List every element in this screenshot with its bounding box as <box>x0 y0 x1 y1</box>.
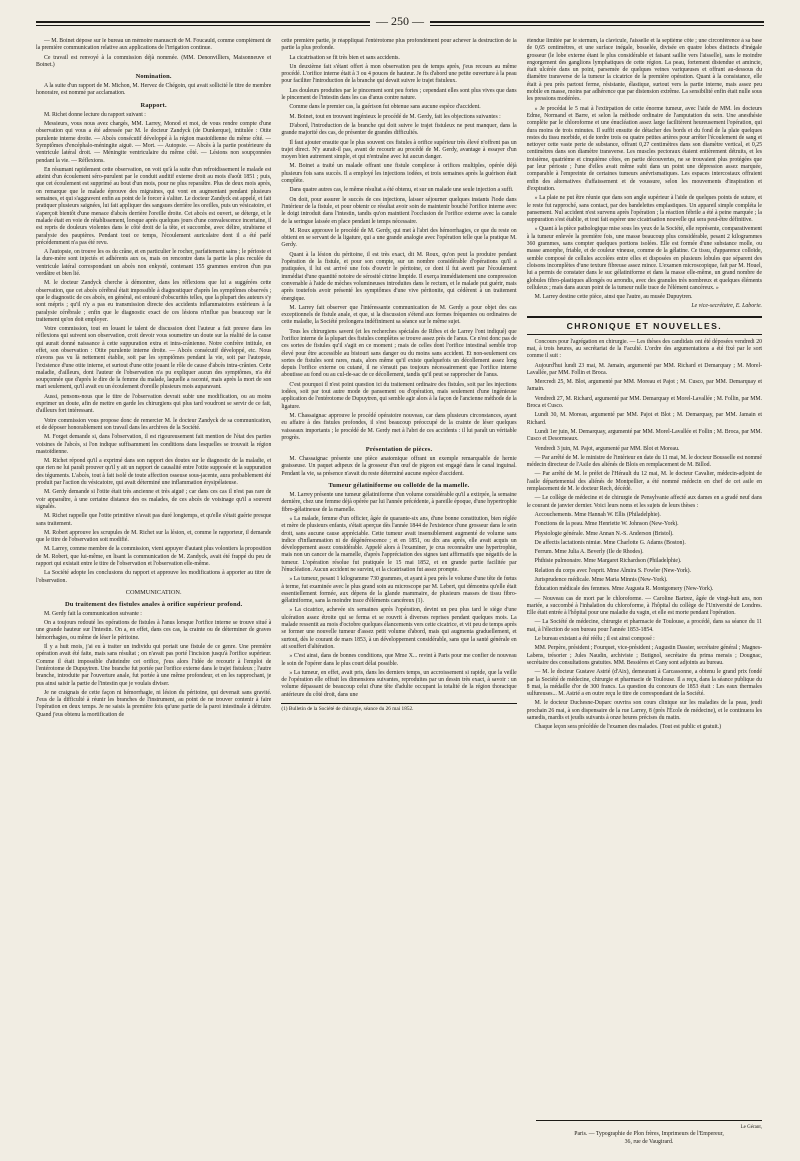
paragraph: Lundi 1er juin, M. Demarquay, argumenté par MM. Morel-Lavallée et Follin ; M. Broca, par MM. Cusco et Desormeaux. <box>526 428 762 443</box>
paragraph: » La plaie ne put être réunie que dans son angle supérieur à l'aide de quelques points de suture, et le reste fut rapproché, sans contact, par des bandelettes emplastiques. Un appareil simple compléta le pansement. Nul accident n'est survenu après l'opération ; la réaction fébrile a été à peine marquée ; la suppuration s'est établie, et tout fait espérer une cicatrisation nouvelle qui sera peut-être définitive. <box>526 195 762 224</box>
section-title-tumeur: Tumeur gélatiniforme ou colloïde de la mamelle. <box>328 482 470 490</box>
paragraph: — La Société de médecine, chirurgie et pharmacie de Toulouse, a procédé, dans sa séance du 11 mai, à l'élection de son bureau pour l'année 1853-1854. <box>526 619 762 633</box>
paragraph: La Société adopte les conclusions du rapport et approuve les modifications à apporter au titre de l'observation. <box>36 570 272 584</box>
paragraph: De affectis lactationis nimiæ. Mme Charlotte G. Adams (Boston). <box>534 539 686 546</box>
paragraph: M. Roux approuve le procédé de M. Gerdy, qui met à l'abri des hémorrhagies, ce que du reste on obtient en se servant de la ligature, qui a une grande analogie avec l'opération telle que la pratique M. Gerdy. <box>281 227 517 249</box>
paragraph: Aujourd'hui lundi 23 mai, M. Jamain, argumenté par MM. Richard et Demarquay ; M. Morel-Lavallée, par MM. Follin et Broca. <box>526 362 762 376</box>
paragraph: M. Larrey fait observer que l'intéressante communication de M. Gerdy a pour objet des cas exceptionnels de fistule anale, et que, si la discussion s'étend aux formes fréquentes ou ordinaires de cette maladie, la Société prolongera indéfiniment sa séance sur le même sujet. <box>281 304 517 326</box>
paragraph: Mercredi 25, M. Blot, argumenté par MM. Moreau et Pajot ; M. Cusco, par MM. Demarquay et Jamain. <box>526 379 762 393</box>
paragraph: Les douleurs produites par le pincement sont peu fortes ; cependant elles sont plus vives que dans le pincement de l'intestin dans les cas d'anus contre nature. <box>281 87 517 102</box>
paragraph: M. Richet répond qu'il a exprimé dans son rapport des doutes sur le diagnostic de la maladie, et que rien ne lui paraît prouver qu'il y ait un rapport de causalité entre l'otite supposée et la suppuration des téguments. L'abcès, tout à fait isolé de toute affection osseuse sous-jacente, aura probablement été produit par l'action du vésicatoire, qui avait déterminé une inflammation érysipélateuse. <box>36 458 272 487</box>
paragraph: M. le docteur Duchesne-Duparc ouvrira son cours clinique sur les maladies de la peau, jeudi prochain 26 mai, à son dispensaire de la rue Larrey, 8 (près l'École de médecine), et le continuera les samedis, mardis et jeudis suivants à onze heures précises du matin. <box>526 700 762 722</box>
paragraph: Physiologie générale. Mme Annan N.-S. Anderson (Bristol). <box>534 530 674 537</box>
column-2 <box>281 38 516 1118</box>
paragraph: Accouchements. Mme Hannah W. Ellis (Philadelphie). <box>534 511 661 518</box>
paragraph: » Je procédai le 5 mai à l'extirpation de cette énorme tumeur, avec l'aide de MM. les docteurs Edme, Normand et Barre, et selon la méthode ordinaire de l'amputation du sein. Une anesthésie complète par le chloroforme et une énucléation assez large facilitèrent heureusement l'opération, qui dura moins de trois minutes. Il suffit ensuite de détacher des bords et du fond de la plaie quelques restes du tissu morbide, et de tordre trois ou quatre petites artères pour arrêter l'écoulement de sang et nettoyer cette vaste perte de substance, offrant 0,27 centimètres dans son diamètre vertical, et 0,25 centimètres dans son diamètre transverse. Les muscles pectoraux étaient entièrement détruits, et les troisième, quatrième et cinquième côtes, en partie découvertes, ne se trouvaient plus protégées que par leur périoste ; l'une d'elles avait même subi dans un point une dépression assez marquée, comparable à l'empreinte de certaines tumeurs anévrismatiques. Les espaces intercostaux offraient enfin des alternatives d'affaissement et de voussure, selon les mouvements d'inspiration et d'expiration. <box>526 105 762 192</box>
paragraph: — Le collège de médecine et de chirurgie de Pensylvanie affecté aux dames en a gradé neuf dans le courant de janvier dernier. Voici leurs noms et les sujets de leurs thèses : <box>526 495 762 509</box>
column-1 <box>36 38 271 1118</box>
paragraph: Aussi, pensons-nous que le titre de l'observation devrait subir une modification, ou au moins exprimer un doute, afin de mettre en garde les chirurgiens qui plus tard voudront se servir de ce fait, d'ailleurs fort intéressant. <box>36 393 272 415</box>
paragraph: Il faut ajouter ensuite que le plus souvent ces fistules à orifice supérieur très élevé n'offrent pas un trajet direct. N'y aurait-il pas, avant de recourir au procédé de M. Gerdy, avantage à essayer d'un moyen bien autrement simple, et qui n'entraîne avec lui aucun danger. <box>281 139 517 161</box>
column-3 <box>527 38 762 1118</box>
paragraph: MM. Perpère, président ; Fourquet, vice-président ; Augustin Dassier, secrétaire général ; Magnes-Labens, trésorier ; Jules Naudin, archiviste ; Butignol, secrétaire du prima mensis ; Dougnac, secrétaire des consultations gratuites. MM. Bessières et Cany sont adjoints au bureau. <box>526 645 762 666</box>
text-columns <box>36 38 762 1118</box>
section-title-communication: COMMUNICATION. <box>125 588 182 596</box>
paragraph: M. Chassaignac présente une pièce anatomique offrant un exemple remarquable de hernie graisseuse. Un paquet adipeux de la grosseur d'un œuf de pigeon est engagé dans le canal inguinal. Pendant la vie, sa présence n'avait du reste déterminé aucune espèce d'accident. <box>281 456 517 477</box>
paragraph: — Par arrêté de M. le ministre de l'intérieur en date du 11 mai, M. le docteur Bousselle est nommé médecin directeur de l'Asile des aliénés de Blois en remplacement de M. Billod. <box>526 454 762 469</box>
page-header <box>36 10 764 32</box>
paragraph: Vendredi 3 juin, M. Pajot, argumenté par MM. Blot et Moreau. <box>534 445 680 452</box>
paragraph: M. Gerdy fait la communication suivante : <box>44 610 142 617</box>
paragraph: » Quant à la pièce pathologique mise sous les yeux de la Société, elle représente, comparativement à la tumeur enlevée la première fois, une masse beaucoup plus considérable, pesant 2 kilogrammes 360 grammes, sans compter quelques portions isolées. Elle est formée d'une substance molle, ou masse amorphe, friable, et de couleur vineuse, comme de la gélatine. Ce tissu, d'apparence colloïde, semble composé de cellules accolées entre elles et disposées en plusieurs lobules que séparent des cloisons incomplètes d'une texture fibreuse assez mince. L'examen microscopique, fait par M. Houel, lui a permis de constater dans le suc gélatiniforme et dans la masse elle-même, un grand nombre de globules fibro-plastiques allongés ou arrondis, avec des granules très nombreux et quelques éléments celluleux ; mais dans aucun point de la tumeur nulle trace de l'élément cancéreux. » <box>526 226 762 291</box>
imprint-gerant: Le Gérant, <box>740 1125 762 1130</box>
paragraph: Éducation médicale des femmes. Mme Augusta R. Montgomery (New-York). <box>534 586 714 593</box>
page-number: — 250 — <box>370 10 430 32</box>
paragraph: Quant à la lésion du péritoine, il est très exact, dit M. Roux, qu'on peut la produire pendant l'opération de la fistule, et pour son compte, sur un nombre considérable d'opérations qu'il a pratiquées, il lui est arrivé une fois d'ouvrir le péritoine, ce dont il fut averti par l'écoulement immédiat d'une quantité notoire de sérosité citrine limpide. Il exerça immédiatement une compression convenable à l'aide de mèches volumineuses introduites dans le rectum, et le malade put guérir, mais après toutefois avoir présenté les symptômes d'une vive péritonite, qui cédèrent à un traitement énergique. <box>281 251 517 302</box>
paragraph: Le bureau existant a été réélu ; il est ainsi composé : <box>534 636 655 643</box>
paragraph: Vendredi 27, M. Richard, argumenté par MM. Demarquay et Morel-Lavallée ; M. Follin, par MM. Broca et Cusco. <box>526 395 762 410</box>
paragraph: M. Robert approuve les scrupules de M. Richet sur la lésion, et, comme le rapporteur, il demande que le titre de l'observation soit modifié. <box>36 529 272 544</box>
chronique-title: CHRONIQUE ET NOUVELLES. <box>527 316 762 335</box>
paragraph: » La tumeur, pesant 1 kilogramme 730 grammes, et ayant à peu près le volume d'une tête de fœtus à terme, fut examinée avec le plus grand soin au microscope par M. Lebert, qui démontra qu'elle était essentiellement formée, aux dépens de la glande mammaire, de plusieurs masses de tissu fibro-gélatiniforme, sans la moindre trace d'éléments cancéreux (1). <box>281 576 517 605</box>
paragraph: A la suite d'un rapport de M. Michon, M. Hervez de Chégoin, qui avait sollicité le titre de membre honoraire, est nommé par acclamation. <box>36 83 272 97</box>
paragraph: Tous les chirurgiens savent (et les recherches spéciales de Ribes et de Larrey l'ont indiqué) que l'orifice interne de la plupart des fistules complètes se trouve assez près de l'anus. Ce n'est donc pas de ces sortes de fistules qu'il s'agit en ce moment ; mais de celles dont l'orifice intestinal semble trop élevé pour être accessible au bistouri sans danger ou du moins sans accident. Et non-seulement ces sortes de fistules sont rares, mais, alors même qu'il existe quelquefois un décollement assez long depuis l'orifice externe ou cutané, il ne s'ensuit pas toujours nécessairement que l'orifice interne aboutisse au fond ou au cul-de-sac de ce décollement, tandis qu'il peut se rapprocher de l'anus. <box>281 328 517 379</box>
paragraph: Un deuxième fait s'étant offert à mon observation peu de temps après, j'eus recours au même procédé. L'orifice interne était à 3 ou 4 pouces de hauteur. Je fis d'abord une petite ouverture à la peau pour faciliter l'introduction de la branche qui devait suivre le trajet fistuleux. <box>281 63 517 85</box>
paragraph: Je ne craignais de cette façon ni hémorrhagie, ni lésion du péritoine, qui devenait sans gravité. J'eus de la difficulté à réunir les branches de l'instrument, au point de ne trouver contenir à faire l'opération en deux temps. Je ne saisis la première fois qu'une partie de la paroi intestinale à détruire. Quand j'eus obtenu la mortification de <box>36 689 272 718</box>
paragraph: cette première partie, je réappliquai l'entérotome plus profondément pour achever la destruction de la partie la plus profonde. <box>281 38 517 52</box>
paragraph: M. Larrey présente une tumeur gélatiniforme d'un volume considérable qu'il a extirpée, la semaine dernière, chez une femme déjà opérée par lui l'année précédente, à pareille époque, d'une hypertrophie fibro-gélatineuse de la mamelle. <box>281 492 517 513</box>
paragraph: C'est pourquoi il n'est point question ici du traitement ordinaire des fistules, soit par les injections iodées, soit par tout autre mode de pansement ou d'opération, mais seulement d'une ingénieuse application de l'entérotome de Dupuytren, qui semble agir alors à la façon de l'ancienne méthode de la ligature. <box>281 381 517 410</box>
paragraph: La cicatrisation se fit très bien et sans accidents. <box>289 54 400 61</box>
paragraph: » La cicatrice, achevée six semaines après l'opération, devint un peu plus tard le siège d'une ulcération assez étroite qui se ferma et se rouvrit à diverses reprises pendant quelques mois. La malade ressentit au mois d'octobre quelques élancements vers cette cicatrice, et vit peu de temps après se former une nouvelle tumeur d'assez petit volume d'abord, mais qui augmenta graduellement, et surtout, dès le courant de mars 1853, à un développement considérable, sans que la santé générale en ait souffert d'altération. <box>281 607 517 650</box>
signature: Le vice-secrétaire, E. Laborie. <box>691 303 762 310</box>
paragraph: M. Chassaignac approuve le procédé opératoire nouveau, car dans plusieurs circonstances, ayant eu affaire à des fistules profondes, il s'est beaucoup préoccupé de la crainte de léser quelques vaisseaux importants ; le procédé de M. Gerdy met à l'abri de ces accidents : il lui paraît un véritable progrès. <box>281 412 517 441</box>
paragraph: Il y a huit mois, j'ai eu à traiter un individu qui portait une fistule de ce genre. Une première opération avait été faite, mais sans résultat ; on n'avait pas porté l'incision jusqu'à l'orifice supérieur. Comme il était impossible d'atteindre cet orifice, j'eus alors l'idée de recourir à l'emploi de l'entérotome de Dupuytren. Une branche fut portée par l'orifice externe dans le trajet fistuleux ; l'autre branche, introduite par l'ouverture anale, fut portée à une même profondeur, et en les rapprochant, je pus ainsi saisir la partie de l'intestin que je voulais diviser. <box>36 644 272 687</box>
paragraph: « La malade, femme d'un officier, âgée de quarante-six ans, d'une bonne constitution, bien réglée et mère de plusieurs enfants, s'était aperçue dès l'année 1844 de l'existence d'une grosseur dans le sein droit, sans aucune cause appréciable. Cette tumeur avait insensiblement augmenté de volume sans indice d'inflammation ni de dégénérescence ; et en 1851, ou dix ans après, elle avait acquis un développement assez considérable. Appelé alors à l'examiner, je crus reconnaître une hypertrophie, mais non un cancer de la mamelle, d'après l'appréciation des signes tant affirmatifs que négatifs de la tumeur. L'opération résolue fut pratiquée le 15 mai 1852, et en grande partie facilitée par l'énucléation. Aucun accident ne survint, et la cicatrisation fut assez prompte. <box>281 515 517 573</box>
paragraph: » La tumeur, en effet, avait pris, dans les derniers temps, un accroissement si rapide, que la veille de l'opération elle offrait les dimensions suivantes, reproduites par un dessin très exact, à savoir : un volume dépassant de beaucoup celui d'une tête d'adulte occupant la totalité de la région thoracique antérieure du côté droit, dans une <box>281 669 517 698</box>
footnote: (1) Bulletin de la Société de chirurgie, séance du 26 mai 1852. <box>281 703 516 713</box>
paragraph: — M. Boinet dépose sur le bureau un mémoire manuscrit de M. Foucauld, comme complément de la première communication relative aux applications de l'irrigation continue. <box>36 38 272 52</box>
imprint-line-2: 36, rue de Vaugirard. <box>624 1138 674 1145</box>
paragraph: Fonctions de la peau. Mme Henriette W. Johnson (New-York). <box>534 521 679 528</box>
printer-imprint <box>536 1120 762 1146</box>
paragraph: Relation du corps avec l'esprit. Mme Almira S. Fowler (New-York). <box>534 567 691 574</box>
paragraph: En résumant rapidement cette observation, on voit qu'à la suite d'un refroidissement le malade est atteint d'un écoulement séro-purulent par le conduit auditif externe droit au mois d'août 1851 ; puis, que cet écoulement est supprimé au bout d'un mois, pour ne plus reparaître. Plus de deux mois après, on remarque que le malade éprouve des migraines, qui vont en augmentant pendant plusieurs semaines, et qui s'aggravent enfin au point de le forcer à s'aliter. Le docteur Zandyck est appelé, et fait pratiquer plusieurs saignées, lui fait appliquer des sangsues derrière les oreilles, puis un vésicatoire, et s'aperçoit bientôt d'une menace d'abcès derrière l'oreille droite. Cet abcès est ouvert, se déterge, et le malade était en voie de rétablissement, lorsque après quelques jours d'une convalescence incertaine, il est repris de douleurs violentes dans le côté droit de la tête, et succombe, avec délire, strabisme et paralysie des paupières. Pendant tout ce temps, l'écoulement auriculaire dont il a été parlé précédemment n'a pas été revu. <box>36 166 272 246</box>
paragraph: Jurisprudence médicale. Mme Maria Minnis (New-York). <box>534 577 668 583</box>
section-title-fistules: Du traitement des fistules anales à orifice supérieur profond. <box>64 600 243 608</box>
paragraph: Concours pour l'agrégation en chirurgie. — Les thèses des candidats ont été déposées vendredi 20 mai, à trois heures, au secrétariat de la Faculté. L'ordre des argumentations a été fixé par le sort comme il suit : <box>526 338 762 360</box>
paragraph: M. Boinet a traité un malade offrant une fistule complexe à orifices multiples, opérée déjà plusieurs fois sans succès. Il a employé les injections iodées, et trois semaines après la guérison était complète. <box>281 163 517 185</box>
paragraph: étendue limitée par le sternum, la clavicule, l'aisselle et la septième côte ; une circonférence à sa base de 0,65 centimètres, et une surface inégale, bosselée, divisée en quatre lobes distincts d'inégale grosseur (le lobe externe étant le plus considérable et faisant saillie vers l'aisselle), sans le moindre engorgement des ganglions lymphatiques de cette région. La peau, fortement distendue et amincie, était ulcérée dans un point, parsemée de quelques veines variqueuses et offrant au-dessous du diamètre transverse de la tumeur la cicatrice de la première opération. Quant à la consistance, elle était à peu près partout ferme, résistante, élastique, surtout vers la partie interne, mais assez peu mobile en masse, moins par adhérence que par distension extrême. La sensibilité enfin était nulle sous les pressions modérées. <box>526 38 762 103</box>
paragraph: M. Boinet, tout en trouvant ingénieux le procédé de M. Gerdy, fait les objections suivantes : <box>289 113 501 120</box>
paragraph: Ferrum. Mme Julia A. Beverly (Ile de Rhodes). <box>534 549 644 556</box>
paragraph: Lundi 30, M. Moreau, argumenté par MM. Pajot et Blot ; M. Demarquay, par MM. Jamain et Richard. <box>526 412 762 426</box>
paragraph: Ce travail est renvoyé à la commission déjà nommée. (MM. Denonvilliers, Maisonneuve et Boinet.) <box>36 54 272 68</box>
section-title-presentation: Présentation de pièces. <box>365 446 433 454</box>
paragraph: A l'autopsie, on trouve les os du crâne, et en particulier le rocher, parfaitement sains ; le périoste et la dure-mère sont injectés et adhérents aux os, mais on rencontre dans la partie la plus reculée du ventricule latéral correspondant un abcès non enkysté, contenant 155 grammes environ d'un pus verdâtre et bien lié. <box>36 249 272 278</box>
paragraph: On doit, pour assurer le succès de ces injections, laisser séjourner quelques instants l'iode dans l'intérieur de la fistule, et pour obtenir ce résultat avoir soin de maintenir bouché l'orifice interne avec le doigt introduit dans l'intestin, tandis qu'on maintient l'occlusion de l'orifice externe avec la canule de la seringue laissée en place pendant le temps nécessaire. <box>281 196 517 225</box>
paragraph: — M. le docteur Gustave Astrié (d'Aix), demeurant à Carcassonne, a obtenu le grand prix fondé par la Société de médecine, chirurgie et pharmacie de Toulouse. Il a reçu, dans la séance publique du 8 mai, la médaille d'or de 300 francs. La question du concours de 1853 était : Les eaux thermales sulfureuses... M. Astrié a en outre reçu le titre de correspondant de la Société. <box>526 669 762 698</box>
paragraph: Phthisie pulmonaire. Mme Margaret Richardson (Philadelphie). <box>534 558 682 565</box>
paragraph: Votre commission vous propose donc de remercier M. le docteur Zandyck de sa communication, et de déposer honorablement son travail dans les archives de la Société. <box>36 417 272 431</box>
paragraph: — Nouveau cas de mort par le chloroforme. — Caroline Bartrez, âgée de vingt-huit ans, non mariée, a succombé à l'inhalation du chloroforme, à l'hôpital du collège de l'Université de Londres. Elle était entrée à l'hôpital pour une maladie du vagin, et elle est morte pendant l'opération. <box>526 595 762 617</box>
paragraph: D'abord, l'introduction de la branche qui doit suivre le trajet fistuleux ne peut manquer, dans la grande majorité des cas, de présenter de grandes difficultés. <box>281 122 517 137</box>
paragraph: Votre commission, tout en louant le talent de discussion dont l'auteur a fait preuve dans les réflexions qui suivent son observation, croit devoir vous soumettre un doute sur la réalité de la cause qui aurait donné naissance à cette suppuration extra et intra-crânienne. Notre confrère intitule, en effet, son observation : Otite purulente interne droite. — Abcès consécutif développé, etc. Nous n'avons pas vu là nettement établie, soit par les symptômes pendant la vie, soit par l'autopsie, l'existence d'une otite interne, et surtout d'une otite jouant le rôle de cause d'abcès intra-crânien. Cette maladie, d'ailleurs, dont l'auteur de l'observation n'a pu expliquer aucun des symptômes, n'a été soupçonnée que d'après le dire de la femme du malade, laquelle a raconté, mais après la mort de son mari seulement, qu'il avait eu un écoulement d'oreille plusieurs mois auparavant. <box>36 326 272 391</box>
paragraph: M. Richet rappelle que l'otite primitive n'avait pas duré longtemps, et qu'elle s'était guérie presque sans traitement. <box>36 513 272 527</box>
paragraph: M. Gerdy demande si l'otite était très ancienne et très aiguë ; car dans ces cas il n'est pas rare de voir apparaître, à une certaine distance des os malades, de ces abcès de voisinage qu'il a souvent signalés. <box>36 489 272 510</box>
paragraph: » C'est ainsi, dans de bonnes conditions, que Mme X... revint à Paris pour me confier de nouveau le soin de l'opérer dans le plus court délai possible. <box>281 653 517 667</box>
paragraph: On a toujours redouté les opérations de fistules à l'anus lorsque l'orifice interne se trouve situé à une grande hauteur sur l'intestin. On a, en effet, dans ces cas, la crainte ou de déterminer de graves hémorrhagies, ou même de léser le péritoine. <box>36 620 272 641</box>
paragraph: Messieurs, vous nous avez chargés, MM. Larrey, Monod et moi, de vous rendre compte d'une observation qui vous a été adressée par M. le docteur Zandyck (de Dunkerque), intitulée : Otite purulente interne droite. — Abcès consécutif développé à la région mastoïdienne du même côté. — Symptômes d'encéphalo-méningite aiguë. — Mort. — Autopsie. — Abcès à la partie postérieure du ventricule latéral droit. — Méningite ventriculaire du même côté. — Lésions non soupçonnées pendant la vie. — Réflexions. <box>36 121 272 164</box>
paragraph: M. Forget demande si, dans l'observation, il est rigoureusement fait mention de l'état des parties voisines de l'abcès, si l'on indique suffisamment les conditions dans lesquelles se trouvait la région mastoïdienne. <box>36 434 272 455</box>
paragraph: Dans quatre autres cas, le même résultat a été obtenu, et sur un malade une seule injection a suffi. <box>289 187 514 194</box>
paragraph: M. le docteur Zandyck cherche à démontrer, dans les réflexions que lui a suggérées cette observation, que cet abcès cérébral était impossible à diagnostiquer d'après les symptômes observés ; que le diagnostic de ces abcès, en général, est entouré d'obscurités telles, que la plupart des auteurs s'y sont mépris ; qu'il n'y a pas eu transmission directe des accidents inflammatoires extérieurs à la paralysie cérébrale ; enfin que le diagnostic exact de ces lésions n'influe pas beaucoup sur le traitement qu'on doit employer. <box>36 280 272 323</box>
section-title-rapport: Rapport. <box>140 101 167 109</box>
paragraph: M. Larrey destine cette pièce, ainsi que l'autre, au musée Dupuytren. <box>534 294 693 301</box>
paragraph: — Par arrêté de M. le préfet de l'Hérault du 12 mai, M. le docteur Cavalier, médecin-adjoint de l'asile départemental des aliénés de Montpellier, a été nommé médecin en chef de cet asile en remplacement de M. le docteur Rech, décédé. <box>526 471 762 493</box>
paragraph: M. Larrey, comme membre de la commission, vient appuyer d'autant plus volontiers la proposition de M. Robert, que lui-même, en lisant la communication de M. Zandyck, avait été frappé du peu de rapport qui existait entre le titre de l'observation et l'observation elle-même. <box>36 546 272 567</box>
imprint-line-1: Paris. — Typographie de Plon frères, Imprimeurs de l'Empereur, <box>574 1131 724 1138</box>
paragraph: Comme dans le premier cas, la guérison fut obtenue sans aucune espèce d'accident. <box>289 104 481 111</box>
section-title-nomination: Nomination. <box>135 73 172 81</box>
paragraph: Chaque leçon sera précédée de l'examen des malades. (Tout est public et gratuit.) <box>534 724 722 731</box>
paragraph: M. Richet donne lecture du rapport suivant : <box>44 111 146 118</box>
